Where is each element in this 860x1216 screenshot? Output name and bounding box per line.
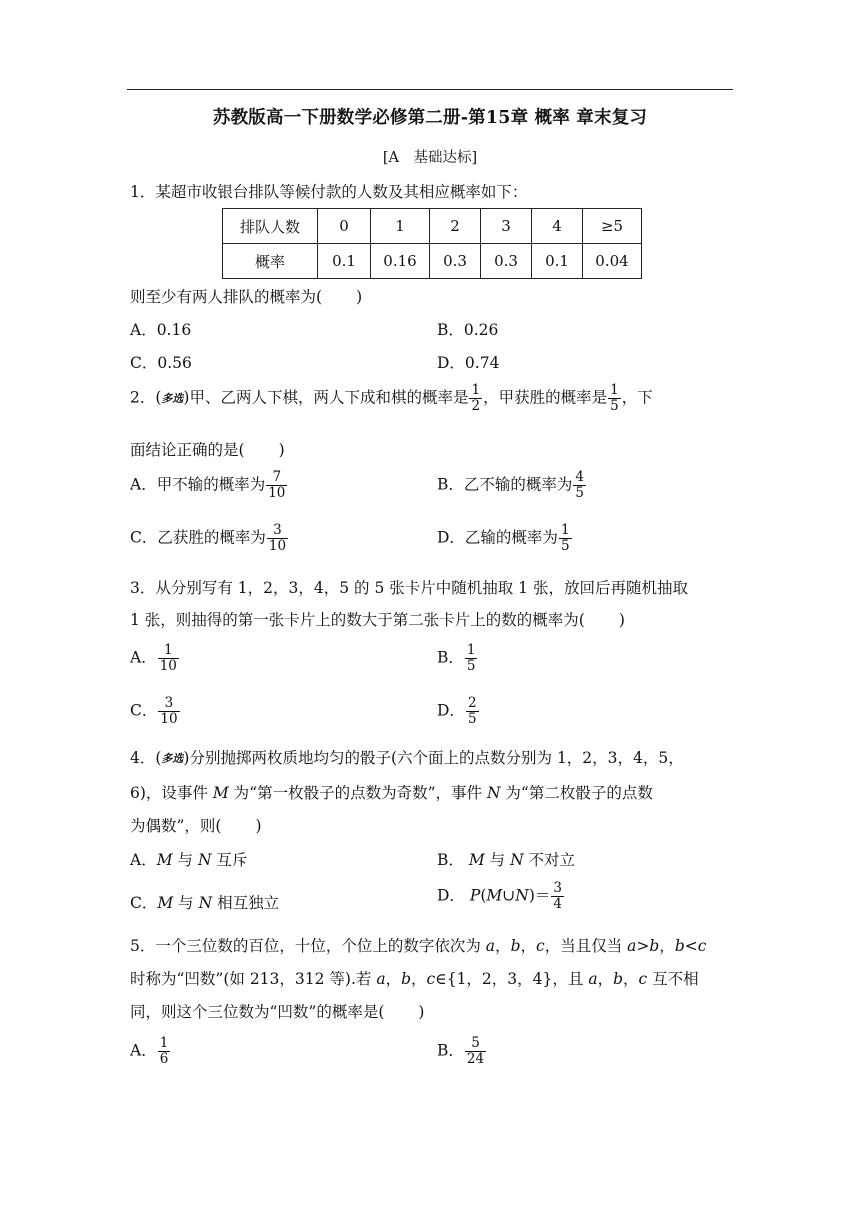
q2-stem-text: )甲、乙两人下棋，两人下成和棋的概率是 [183, 388, 469, 407]
q2-stem-text: ，甲获胜的概率是 [483, 388, 608, 407]
fraction: $\frac{5}{24}$ [466, 1035, 485, 1067]
q2-number: 2．( [130, 388, 162, 407]
fraction: $\frac{1}{6}$ [159, 1035, 169, 1067]
page-title: 苏教版高一下册数学必修第二册-第15章 概率 章末复习 [212, 108, 648, 128]
q2-option-b: B．乙不输的概率为 $\frac{4}{5}$ [437, 469, 584, 501]
fraction: $\frac{7}{10}$ [268, 469, 286, 501]
q3-stem-line2: 1 张，则抽得的第一张卡片上的数大于第二张卡片上的数的概率为( ) [130, 611, 625, 629]
fraction: $\frac{3}{10}$ [160, 695, 178, 727]
q5-option-b: B． $\frac{5}{24}$ [437, 1035, 485, 1067]
q2-stem-line1 [130, 383, 653, 414]
header-rule [127, 89, 733, 90]
table-cell: 3 [481, 209, 532, 244]
fraction: $\frac{1}{5}$ [610, 382, 619, 414]
table-cell: 0 [318, 209, 371, 244]
table-cell: ≥5 [583, 209, 642, 244]
fraction: $\frac{4}{5}$ [575, 469, 584, 501]
fraction: $\frac{3}{4}$ [553, 880, 562, 912]
q1-paren-close: ) [356, 288, 363, 306]
q1-option-c: C．0.56 [130, 354, 192, 372]
table-row [223, 209, 642, 244]
q4-option-a: A．M 与 N 互斥 [130, 851, 248, 869]
q3-option-a: A． $\frac{1}{10}$ [130, 642, 177, 674]
table-cell: 1 [371, 209, 430, 244]
fraction: $\frac{3}{10}$ [268, 522, 287, 554]
q2-stem-line2: 面结论正确的是( ) [130, 441, 285, 459]
q4-stem-line2: 6)，设事件 M 为“第一枚骰子的点数为奇数”，事件 N 为“第二枚骰子的点数 [130, 784, 653, 802]
q4-option-d: D． P(M∪N)＝ $\frac{3}{4}$ [437, 880, 562, 912]
q1-ask [130, 285, 362, 307]
table-row-label: 排队人数 [223, 209, 318, 244]
multi-select-badge: 多选 [161, 752, 184, 765]
q3-option-c: C． $\frac{3}{10}$ [130, 695, 178, 727]
fraction: $\frac{1}{2}$ [471, 382, 481, 414]
section-label: [A 基础达标] [382, 150, 478, 166]
q4-option-b: B． M 与 N 不对立 [437, 851, 576, 869]
q3-option-d: D． $\frac{2}{5}$ [437, 695, 477, 727]
table-row-label: 概率 [223, 244, 318, 279]
q1-option-d: D．0.74 [437, 354, 500, 372]
fraction: $\frac{1}{5}$ [466, 642, 476, 674]
table-cell: 0.16 [371, 244, 430, 279]
q4-stem-line3: 为偶数”，则( ) [130, 817, 262, 835]
q1-option-b: B．0.26 [437, 321, 499, 339]
q4-stem-line1: 4．(多选)分别抛掷两枚质地均匀的骰子(六个面上的点数分别为 1，2，3，4，5， [130, 749, 684, 767]
queue-probability-table [222, 208, 642, 279]
multi-select-badge: 多选 [161, 391, 184, 405]
table-cell: 0.1 [532, 244, 583, 279]
q3-option-b: B． $\frac{1}{5}$ [437, 642, 476, 674]
q1-ask-text: 则至少有两人排队的概率为( [130, 288, 323, 306]
q5-stem-line1: 5．一个三位数的百位，十位，个位上的数字依次为 a，b，c，当且仅当 a>b，b<c [130, 937, 707, 955]
table-cell: 4 [532, 209, 583, 244]
q4-option-c: C．M 与 N 相互独立 [130, 894, 280, 912]
q1-option-a: A．0.16 [130, 321, 192, 339]
table-cell: 0.04 [583, 244, 642, 279]
q3-stem-line1: 3．从分别写有 1，2，3，4，5 的 5 张卡片中随机抽取 1 张，放回后再随机抽取 [130, 579, 688, 597]
q1-stem: 1．某超市收银台排队等候付款的人数及其相应概率如下： [130, 183, 528, 201]
q5-option-a: A． $\frac{1}{6}$ [130, 1035, 169, 1067]
q5-stem-line3: 同，则这个三位数为“凹数”的概率是( ) [130, 1003, 425, 1021]
q5-stem-line2: 时称为“凹数”(如 213，312 等).若 a，b，c∈{1，2，3，4}，且 a，b，c 互不相 [130, 970, 699, 988]
fraction: $\frac{1}{5}$ [560, 522, 570, 554]
table-cell: 2 [430, 209, 481, 244]
fraction: $\frac{2}{5}$ [467, 695, 477, 727]
table-cell: 0.1 [318, 244, 371, 279]
table-cell: 0.3 [481, 244, 532, 279]
table-cell: 0.3 [430, 244, 481, 279]
q2-stem-text: ，下 [621, 388, 653, 407]
q2-option-c: C．乙获胜的概率为 $\frac{3}{10}$ [130, 522, 287, 554]
q2-option-d: D．乙输的概率为 $\frac{1}{5}$ [437, 522, 570, 554]
table-row [223, 244, 642, 279]
q2-option-a: A．甲不输的概率为 $\frac{7}{10}$ [130, 469, 286, 501]
fraction: $\frac{1}{10}$ [159, 642, 177, 674]
